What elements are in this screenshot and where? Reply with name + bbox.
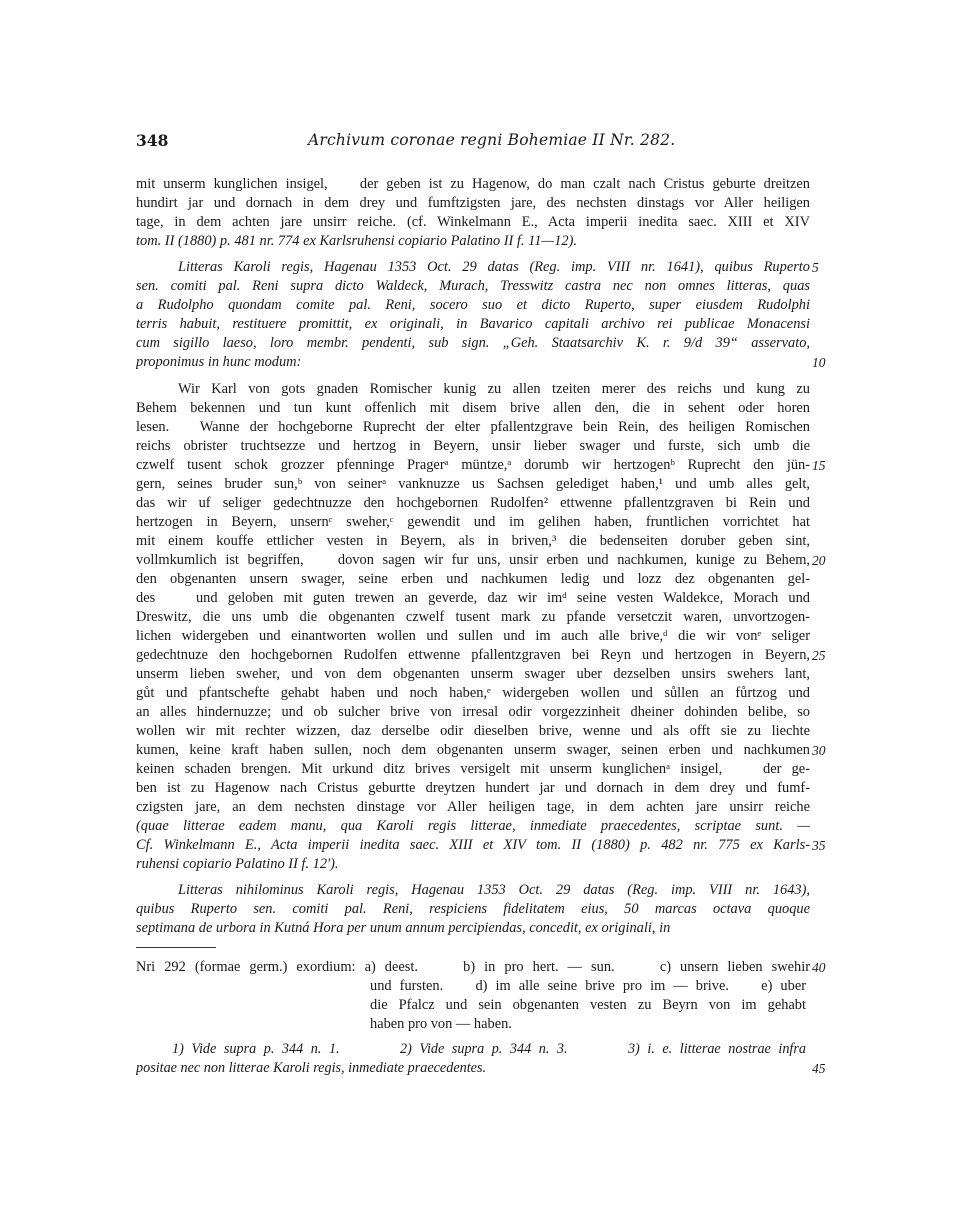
text-line: czigsten jare, an dem nechsten dinstage vor Aller heiligen tage, in dem achten jare unsirr reiche	[136, 799, 810, 815]
text-line: Litteras nihilominus Karoli regis, Hagenau 1353 Oct. 29 datas (Reg. imp. VIII nr. 1643),	[178, 882, 810, 898]
apparatus-line: die Pfalcz und sein obgenanten vesten zu Beyrn von im gehabt	[370, 997, 806, 1013]
text-line: hundirt jar und dornach in dem drey und fumftzigsten jare, des nechsten dinstags vor Aller heiligen	[136, 195, 810, 211]
line-number: 15	[812, 458, 826, 473]
text-line: ben ist zu Hagenow nach Cristus geburtte dreytzen hundert jar und dornach in dem drey und fumf-	[136, 780, 810, 796]
text-line: terris habuit, restituere promittit, ex originali, in Bavarico capitali archivo rei publicae Monacensi	[136, 316, 810, 332]
apparatus-line: Nri 292 (formae germ.) exordium: a) deest. b) in pro hert. — sun. c) unsern lieben swehir	[136, 959, 810, 975]
text-line: a Rudolpho quondam comite pal. Reni, socero suo et dicto Ruperto, super eiusdem Rudolphi	[136, 297, 810, 313]
text-line: septimana de urbora in Kutná Hora per unum annum percipiendas, concedit, ex originali, in	[136, 920, 671, 936]
text-line: Wir Karl von gots gnaden Romischer kunig zu allen tzeiten merer des reichs und kung zu	[178, 381, 810, 397]
text-line: (quae litterae eadem manu, qua Karoli regis litterae, inmediate praecedentes, scriptae sunt. —	[136, 818, 810, 834]
text-line: quibus Ruperto sen. comiti pal. Reni, respiciens fidelitatem eius, 50 marcas octava quoque	[136, 901, 810, 917]
running-title: Archivum coronae regni Bohemiae II Nr. 282.	[308, 131, 676, 149]
text-line: gůt und pfantschefte gehabt haben und noch haben,ᵉ widergeben wollen und sůllen an fůrtzog und	[136, 685, 810, 701]
text-line: Cf. Winkelmann E., Acta imperii inedita saec. XIII et XIV tom. II (1880) p. 482 nr. 775 ex Karls-	[136, 837, 810, 853]
page-number: 348	[136, 131, 169, 150]
text-line: wollen wir mit rechter wizzen, daz derselbe odir dieselben brive, wenne und als offt sie zu liechte	[136, 723, 810, 739]
text-line: mit unserm kunglichen insigel, der geben ist zu Hagenow, do man czalt nach Cristus geburte dreitzen	[136, 176, 810, 192]
text-line: Dreswitz, die uns umb die obgenanten czwelf tusent mark zu pfande versetczit waren, unvortzogen-	[136, 609, 810, 625]
line-number: 40	[812, 960, 826, 975]
text-line: tage, in dem achten jare unsirr reiche. (cf. Winkelmann E., Acta imperii inedita saec. XIII et XIV	[136, 214, 810, 230]
footnote-rule	[136, 947, 216, 948]
line-number: 5	[812, 260, 819, 275]
text-line: vollmkumlich ist begriffen, dovon sagen wir fur uns, unsir erben und nachkumen, kunige zu Behem,	[136, 552, 810, 568]
text-line: gedechtnuze den hochgebornen Rudolfen ettwenne pfallentzgraven bei Reyn und hertzogen in Beyern,	[136, 647, 810, 663]
text-line: ruhensi copiario Palatino II f. 12').	[136, 856, 339, 872]
line-number: 45	[812, 1061, 826, 1076]
text-line: lesen. Wanne der hochgeborne Ruprecht der elter pfallentzgrave bein Rein, des heiligen Romischen	[136, 419, 810, 435]
apparatus-line: und fursten. d) im alle seine brive pro im — brive. e) uber	[370, 978, 806, 994]
text-line: keinen schaden brengen. Mit urkund ditz brives versigelt mit unserm kunglichenᵃ insigel, der ge-	[136, 761, 810, 777]
text-line: des und geloben mit guten trewen an geverde, daz wir imᵈ seine vesten Waldekce, Morach und	[136, 590, 810, 606]
text-line: proponimus in hunc modum:	[136, 354, 302, 370]
text-line: gern, seines bruder sun,ᵇ von seinerᵃ vanknuzze us Sachsen gelediget haben,¹ und umb alles gelt,	[136, 476, 810, 492]
text-line: czwelf tusent schok grozzer pfenninge Pragerᵃ müntze,ᵃ dorumb wir hertzogenᵇ Ruprecht den jün-	[136, 457, 810, 473]
text-line: das wir uf seliger gedechtnuzze den hochgebornen Rudolfen² ettwenne pfallentzgraven bi Rein und	[136, 495, 810, 511]
text-line: kumen, keine kraft haben sullen, noch dem obgenanten unserm swager, seinen erben und nachkumen	[136, 742, 810, 758]
line-number: 20	[812, 553, 826, 568]
line-number: 35	[812, 838, 826, 853]
text-line: Litteras Karoli regis, Hagenau 1353 Oct. 29 datas (Reg. imp. VIII nr. 1641), quibus Ruperto	[178, 259, 810, 275]
text-line: sen. comiti pal. Reni supra dicto Waldeck, Murach, Tresswitz castra nec non omnes litteras, quas	[136, 278, 810, 294]
apparatus-line: haben pro von — haben.	[370, 1016, 512, 1032]
text-line: an alles hindernuzze; und ob sulcher brive von irresal odir vorgezzinheit dheiner dohinden belibe, so	[136, 704, 810, 720]
line-number: 30	[812, 743, 826, 758]
text-line: den obgenanten unsern swager, seine erben und nachkumen ledig und lozz dez obgenanten gel-	[136, 571, 810, 587]
text-line: lichen widergeben und einantworten wollen und sullen und im auch alle brive,ᵈ die wir vonᵉ seliger	[136, 628, 810, 644]
text-line: hertzogen in Beyern, unsernᶜ sweher,ᶜ gewendit und im gelihen haben, fruntlichen vorrichtet hat	[136, 514, 810, 530]
footnote-line: 1) Vide supra p. 344 n. 1. 2) Vide supra p. 344 n. 3. 3) i. e. litterae nostrae infra	[172, 1041, 806, 1057]
text-line: cum sigillo laeso, loro membr. pendenti, sub sign. „Geh. Staatsarchiv K. r. 9/d 39“ asservato,	[136, 335, 810, 351]
line-number: 25	[812, 648, 826, 663]
text-line: Behem bekennen und tun kunt offenlich mit disem brive allen den, die in sehent oder horen	[136, 400, 810, 416]
line-number: 10	[812, 355, 826, 370]
text-line: mit einem kouffe ettlicher vesten in Beyern, als in briven,³ die bedenseiten doruber geben sint,	[136, 533, 810, 549]
text-line: reichs obrister truchtsezze und hertzog in Beyern, unsir lieber swager und furste, sich umb die	[136, 438, 810, 454]
text-line: tom. II (1880) p. 481 nr. 774 ex Karlsruhensi copiario Palatino II f. 11—12).	[136, 233, 578, 249]
page-header	[136, 131, 808, 155]
footnote-line: positae nec non litterae Karoli regis, inmediate praecedentes.	[136, 1060, 487, 1076]
text-line: unserm lieben sweher, und von dem obgenanten unserm swager uber dezselben unsirs swehers lant,	[136, 666, 810, 682]
